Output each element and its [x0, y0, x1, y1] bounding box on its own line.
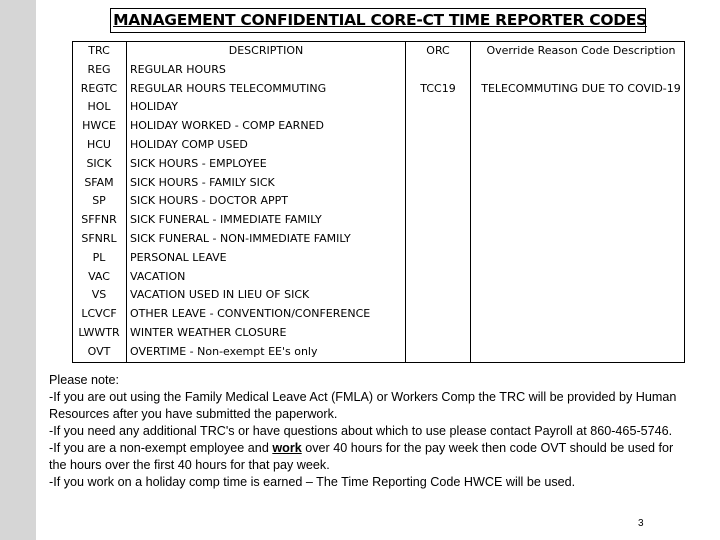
table-header-row — [72, 42, 691, 61]
note-nonexempt-before: -If you are a non-exempt employee and — [49, 441, 273, 455]
cell-trc: HCU — [72, 136, 127, 155]
cell-trc: SFNRL — [72, 230, 127, 249]
cell-description: VACATION USED IN LIEU OF SICK — [130, 288, 310, 302]
cell-orc — [406, 324, 471, 343]
cell-description: OTHER LEAVE - CONVENTION/CONFERENCE — [130, 307, 371, 321]
cell-trc: REGTC — [72, 80, 127, 99]
note-nonexempt-emphasis: work — [272, 441, 302, 455]
cell-description: REGULAR HOURS TELECOMMUTING — [130, 81, 327, 95]
cell-orc — [406, 249, 471, 268]
cell-orc: TCC19 — [406, 80, 471, 99]
cell-orc — [406, 230, 471, 249]
page-title: MANAGEMENT CONFIDENTIAL CORE-CT TIME REPORTER CODES — [113, 11, 647, 29]
cell-override — [471, 174, 692, 193]
cell-description: SICK HOURS - EMPLOYEE — [130, 156, 267, 170]
cell-orc — [406, 192, 471, 211]
header-override: Override Reason Code Description — [486, 44, 676, 57]
cell-override — [471, 268, 692, 287]
table-row — [72, 268, 691, 287]
cell-description: SICK FUNERAL - IMMEDIATE FAMILY — [130, 213, 322, 227]
table-row — [72, 117, 691, 136]
cell-override — [471, 305, 692, 324]
trc-codes-table — [72, 42, 691, 362]
cell-trc: VS — [72, 286, 127, 305]
cell-trc: HWCE — [72, 117, 127, 136]
cell-orc — [406, 155, 471, 174]
cell-override — [471, 192, 692, 211]
note-contact: -If you need any additional TRC's or have questions about which to use please contact Payroll at 860-465-5746. — [49, 424, 673, 438]
cell-orc — [406, 305, 471, 324]
cell-orc — [406, 98, 471, 117]
cell-description: HOLIDAY COMP USED — [130, 137, 248, 151]
cell-orc — [406, 117, 471, 136]
cell-description: PERSONAL LEAVE — [130, 250, 227, 264]
table-row — [72, 174, 691, 193]
cell-override — [471, 155, 692, 174]
cell-trc: SP — [72, 192, 127, 211]
table-row — [72, 80, 691, 99]
header-trc: TRC — [72, 42, 127, 61]
cell-trc: SFAM — [72, 174, 127, 193]
cell-override — [471, 98, 692, 117]
cell-orc — [406, 61, 471, 80]
cell-description: WINTER WEATHER CLOSURE — [130, 325, 287, 339]
cell-orc — [406, 268, 471, 287]
notes — [49, 372, 689, 491]
cell-override — [471, 286, 692, 305]
note-fmla: -If you are out using the Family Medical Leave Act (FMLA) or Workers Comp the TRC will be provided by Human Resources after you have submitted the paperwork. — [49, 390, 677, 421]
cell-trc: LWWTR — [72, 324, 127, 343]
note-nonexempt-after: over 40 hours for the pay week then code OVT should be used for the hours over the first 40 hours for that pay week. — [49, 441, 674, 472]
note-holiday: -If you work on a holiday comp time is earned – The Time Reporting Code HWCE will be used. — [49, 475, 576, 489]
cell-override — [471, 249, 692, 268]
table-row — [72, 249, 691, 268]
cell-trc: REG — [72, 61, 127, 80]
table-row — [72, 61, 691, 80]
cell-trc: PL — [72, 249, 127, 268]
table-row — [72, 305, 691, 324]
table-row — [72, 230, 691, 249]
cell-trc: HOL — [72, 98, 127, 117]
cell-description: HOLIDAY — [130, 100, 178, 114]
cell-description: SICK HOURS - FAMILY SICK — [130, 175, 275, 189]
cell-description: HOLIDAY WORKED - COMP EARNED — [130, 119, 324, 133]
cell-trc: SICK — [72, 155, 127, 174]
cell-trc: OVT — [72, 343, 127, 362]
cell-override — [471, 343, 692, 362]
cell-trc: SFFNR — [72, 211, 127, 230]
cell-orc — [406, 211, 471, 230]
table-row — [72, 98, 691, 117]
cell-override — [471, 136, 692, 155]
cell-description: OVERTIME - Non-exempt EE's only — [130, 344, 318, 358]
table-row — [72, 343, 691, 362]
cell-description: SICK HOURS - DOCTOR APPT — [130, 194, 289, 208]
cell-override — [471, 230, 692, 249]
cell-description: SICK FUNERAL - NON-IMMEDIATE FAMILY — [130, 231, 351, 245]
cell-orc — [406, 343, 471, 362]
page-number: 3 — [638, 518, 644, 529]
table-row — [72, 155, 691, 174]
cell-trc: VAC — [72, 268, 127, 287]
header-orc: ORC — [406, 42, 471, 61]
notes-heading: Please note: — [49, 373, 120, 387]
table-row — [72, 136, 691, 155]
cell-override — [471, 117, 692, 136]
header-description: DESCRIPTION — [228, 44, 304, 57]
note-nonexempt — [49, 440, 689, 474]
cell-description: REGULAR HOURS — [130, 62, 226, 76]
cell-override — [471, 324, 692, 343]
cell-trc: LCVCF — [72, 305, 127, 324]
cell-override: TELECOMMUTING DUE TO COVID-19 — [481, 81, 681, 95]
cell-orc — [406, 136, 471, 155]
slide-left-margin — [0, 0, 36, 540]
table-row — [72, 286, 691, 305]
cell-override — [471, 61, 692, 80]
cell-description: VACATION — [130, 269, 186, 283]
table-row — [72, 324, 691, 343]
table-row — [72, 192, 691, 211]
cell-orc — [406, 174, 471, 193]
cell-override — [471, 211, 692, 230]
table-row — [72, 211, 691, 230]
cell-orc — [406, 286, 471, 305]
